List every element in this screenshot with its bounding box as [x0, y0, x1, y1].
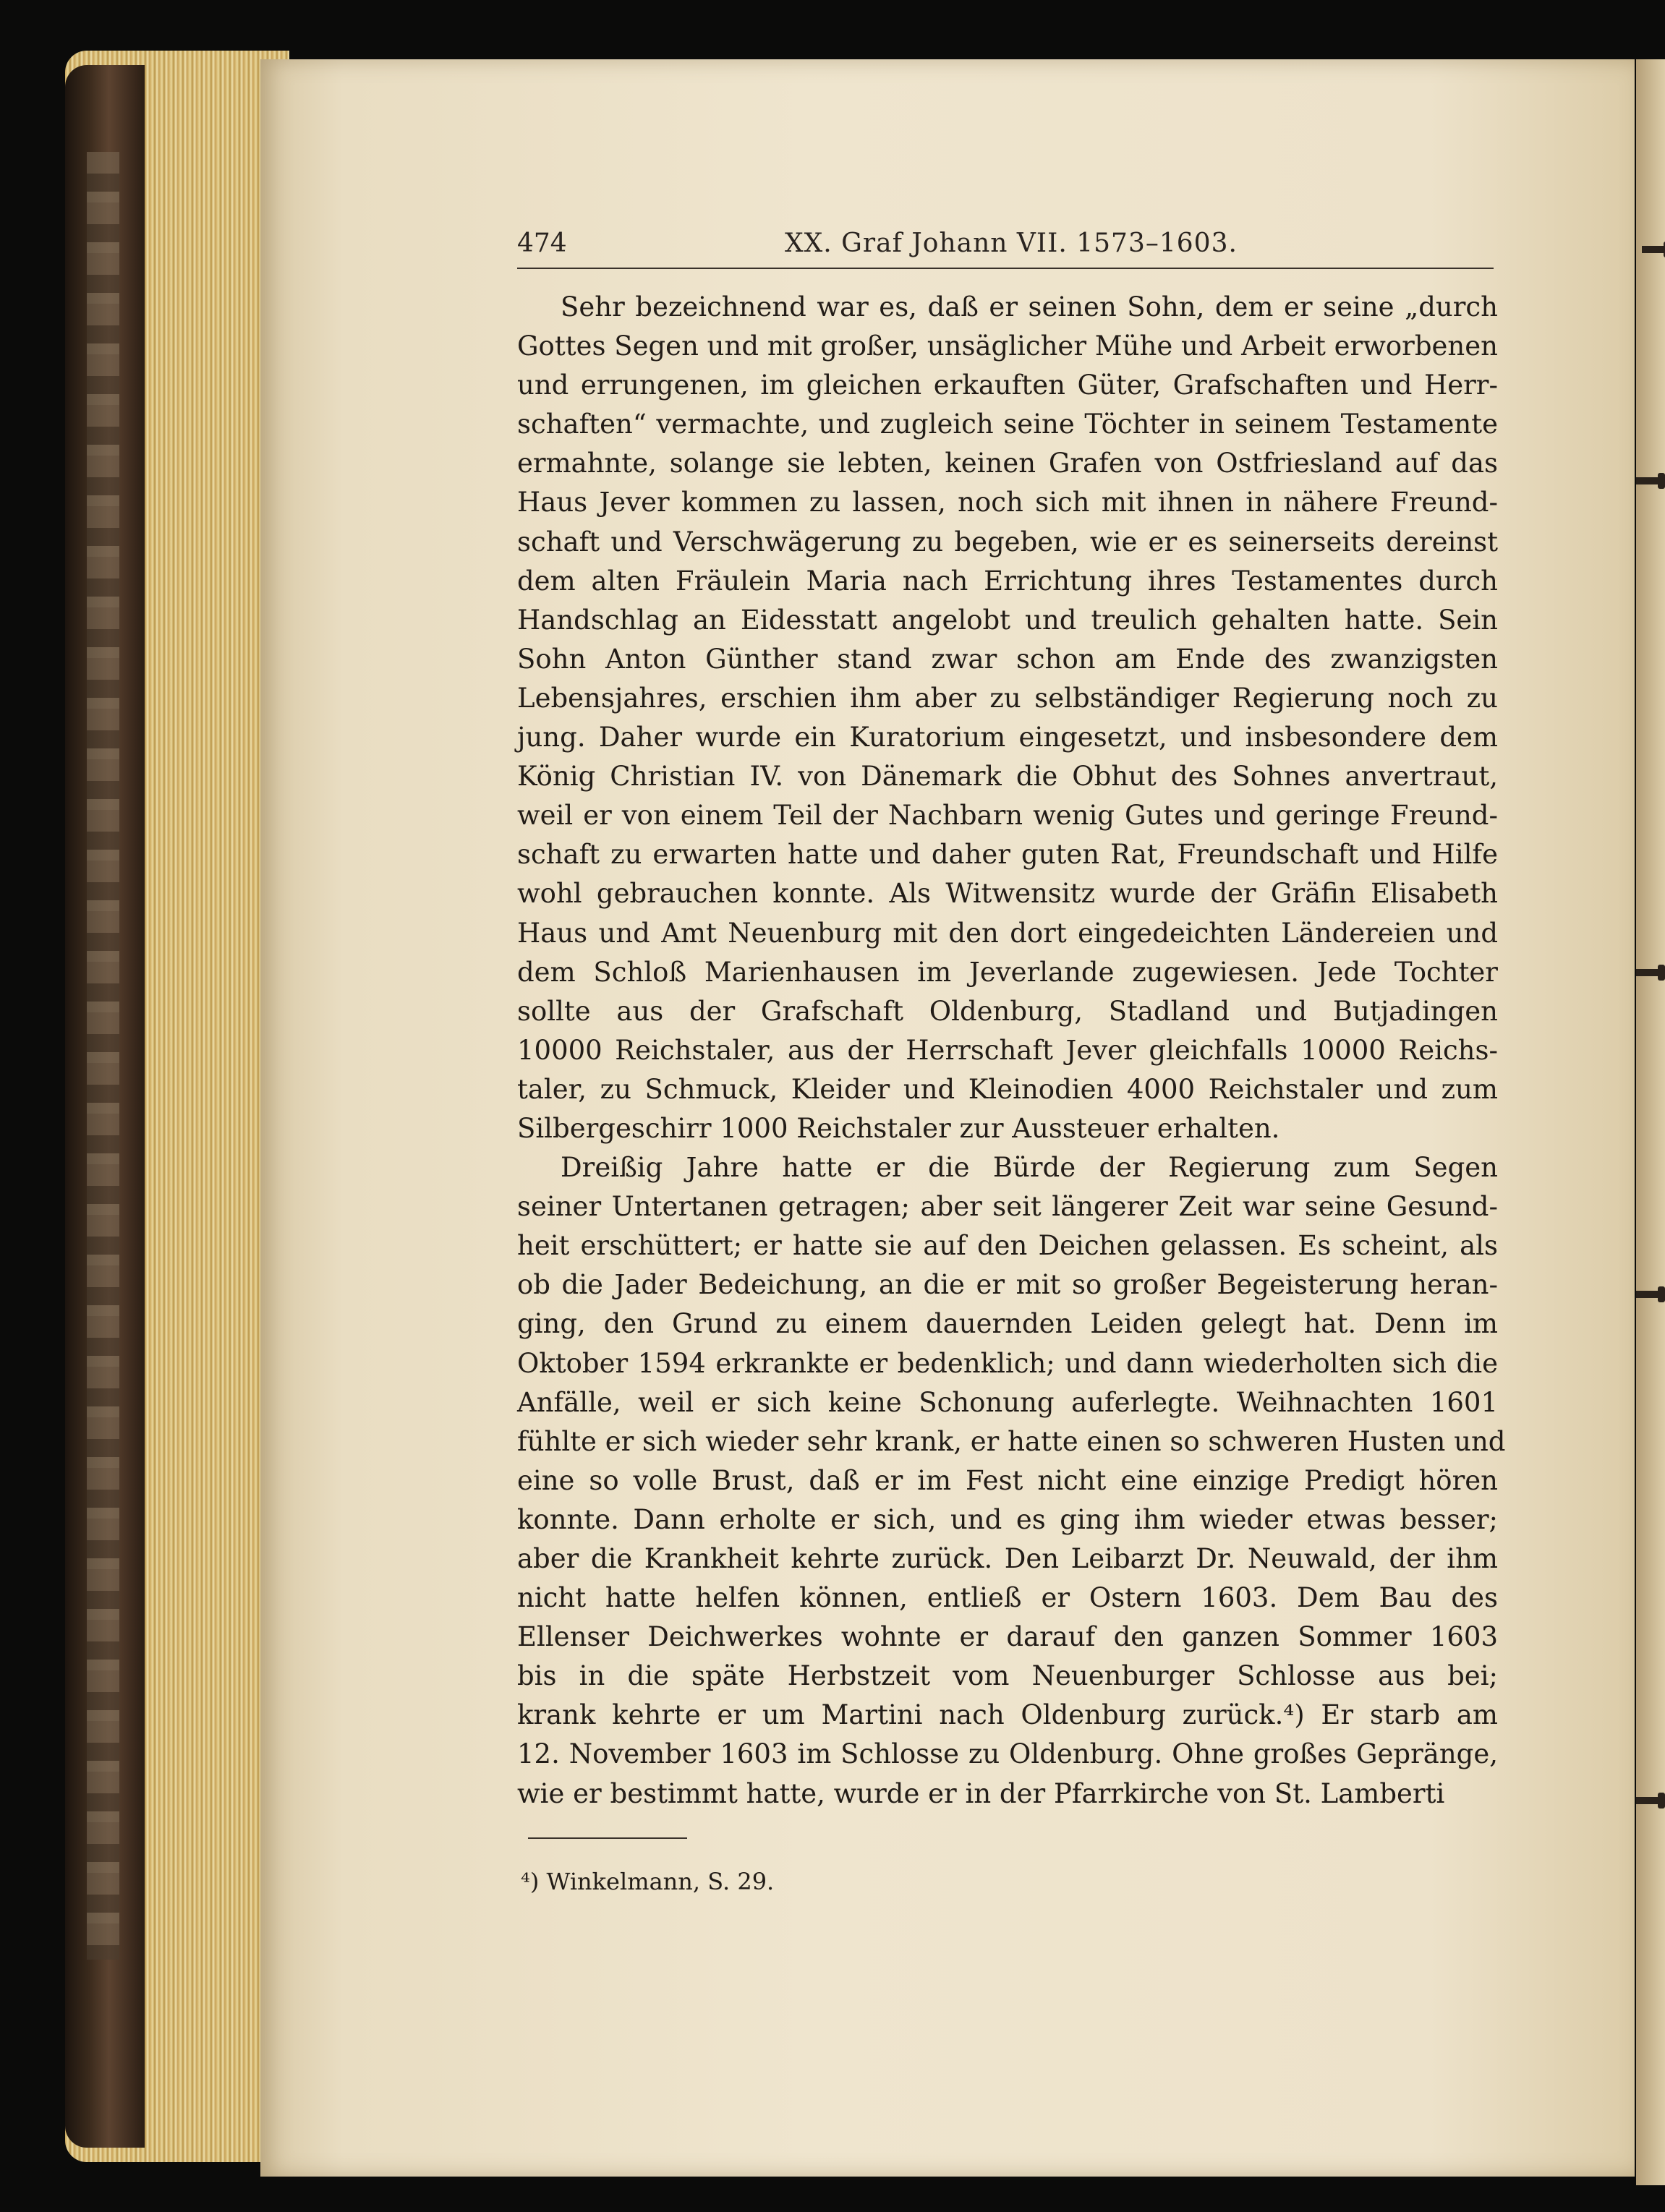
text-line: Haus Jever kommen zu lassen, noch sich mit ihnen in nähere Freund- — [517, 487, 1498, 518]
text-line: dem Schloß Marienhausen im Jeverlande zugewiesen. Jede Tochter — [517, 956, 1498, 988]
text-line: krank kehrte er um Martini nach Oldenburg zurück.⁴) Er starb am — [517, 1699, 1498, 1731]
margin-mark — [1636, 969, 1661, 976]
text-line: Gottes Segen und mit großer, unsäglicher Mühe und Arbeit erworbenen — [517, 330, 1498, 362]
text-line: ermahnte, solange sie lebten, keinen Grafen von Ostfriesland auf das — [517, 448, 1498, 479]
text-line: wohl gebrauchen konnte. Als Witwensitz wurde der Gräfin Elisabeth — [517, 878, 1498, 910]
text-line: bis in die späte Herbstzeit vom Neuenburger Schlosse aus bei; — [517, 1660, 1498, 1692]
text-line: und errungenen, im gleichen erkauften Güter, Grafschaften und Herr- — [517, 370, 1498, 401]
text-line: Sehr bezeichnend war es, daß er seinen Sohn, dem er seine „durch — [561, 291, 1498, 323]
chapter-title: XX. Graf Johann VII. 1573–1603. — [785, 229, 1238, 258]
text-line: dem alten Fräulein Maria nach Errichtung ihres Testamentes durch — [517, 565, 1498, 597]
text-line: Lebensjahres, erschien ihm aber zu selbständiger Regierung noch zu — [517, 682, 1498, 714]
text-line: Dreißig Jahre hatte er die Bürde der Regierung zum Segen — [561, 1152, 1498, 1184]
text-line: schaften“ vermachte, und zugleich seine Töchter in seinem Testamente — [517, 409, 1498, 440]
text-line: Anfälle, weil er sich keine Schonung auferlegte. Weihnachten 1601 — [517, 1386, 1498, 1418]
text-line: wie er bestimmt hatte, wurde er in der Pfarrkirche von St. Lamberti — [517, 1777, 1445, 1809]
text-line: taler, zu Schmuck, Kleider und Kleinodien 4000 Reichstaler und zum — [517, 1073, 1498, 1105]
text-line: fühlte er sich wieder sehr krank, er hatte einen so schweren Husten und — [517, 1425, 1506, 1457]
margin-mark — [1636, 1291, 1661, 1298]
text-line: konnte. Dann erholte er sich, und es ging ihm wieder etwas besser; — [517, 1503, 1498, 1535]
text-line: schaft zu erwarten hatte und daher guten Rat, Freundschaft und Hilfe — [517, 839, 1498, 871]
text-line: seiner Untertanen getragen; aber seit längerer Zeit war seine Gesund- — [517, 1191, 1498, 1223]
text-line: Ellenser Deichwerkes wohnte er darauf den ganzen Sommer 1603 — [517, 1621, 1498, 1653]
body-text — [517, 288, 1506, 1814]
page-number: 474 — [517, 229, 567, 258]
footnote-rule — [528, 1837, 687, 1839]
text-line: König Christian IV. von Dänemark die Obhut des Sohnes anvertraut, — [517, 761, 1498, 793]
text-line: sollte aus der Grafschaft Oldenburg, Stadland und Butjadingen — [517, 995, 1498, 1027]
text-line: ging, den Grund zu einem dauernden Leiden gelegt hat. Denn im — [517, 1308, 1498, 1340]
text-line: eine so volle Brust, daß er im Fest nicht eine einzige Predigt hören — [517, 1464, 1498, 1496]
text-line: Haus und Amt Neuenburg mit den dort eingedeichten Ländereien und — [517, 917, 1498, 949]
running-head — [517, 229, 1494, 272]
margin-mark — [1636, 477, 1661, 484]
header-rule — [517, 268, 1494, 269]
text-line: 12. November 1603 im Schlosse zu Oldenburg. Ohne großes Gepränge, — [517, 1738, 1498, 1770]
text-line: nicht hatte helfen können, entließ er Ostern 1603. Dem Bau des — [517, 1582, 1498, 1614]
text-line: 10000 Reichstaler, aus der Herrschaft Jever gleichfalls 10000 Reichs- — [517, 1034, 1498, 1066]
facing-page-edge — [1636, 59, 1665, 2185]
text-line: weil er von einem Teil der Nachbarn wenig Gutes und geringe Freund- — [517, 800, 1498, 832]
text-line: Sohn Anton Günther stand zwar schon am Ende des zwanzigsten — [517, 643, 1498, 675]
margin-mark — [1636, 1797, 1661, 1804]
text-line: heit erschüttert; er hatte sie auf den Deichen gelassen. Es scheint, als — [517, 1230, 1498, 1262]
text-line: aber die Krankheit kehrte zurück. Den Leibarzt Dr. Neuwald, der ihm — [517, 1543, 1498, 1574]
text-line: jung. Daher wurde ein Kuratorium eingesetzt, und insbesondere dem — [517, 722, 1498, 753]
footnote: ⁴) Winkelmann, S. 29. — [521, 1868, 775, 1895]
margin-mark — [1642, 246, 1665, 253]
text-line: Silbergeschirr 1000 Reichstaler zur Aussteuer erhalten. — [517, 1112, 1280, 1144]
text-line: Handschlag an Eidesstatt angelobt und treulich gehalten hatte. Sein — [517, 604, 1498, 636]
text-line: ob die Jader Bedeichung, an die er mit so großer Begeisterung heran- — [517, 1269, 1498, 1301]
book-spine — [65, 65, 145, 2148]
text-line: schaft und Verschwägerung zu begeben, wie er es seinerseits dereinst — [517, 526, 1498, 558]
text-line: Oktober 1594 erkrankte er bedenklich; und dann wiederholten sich die — [517, 1347, 1498, 1379]
